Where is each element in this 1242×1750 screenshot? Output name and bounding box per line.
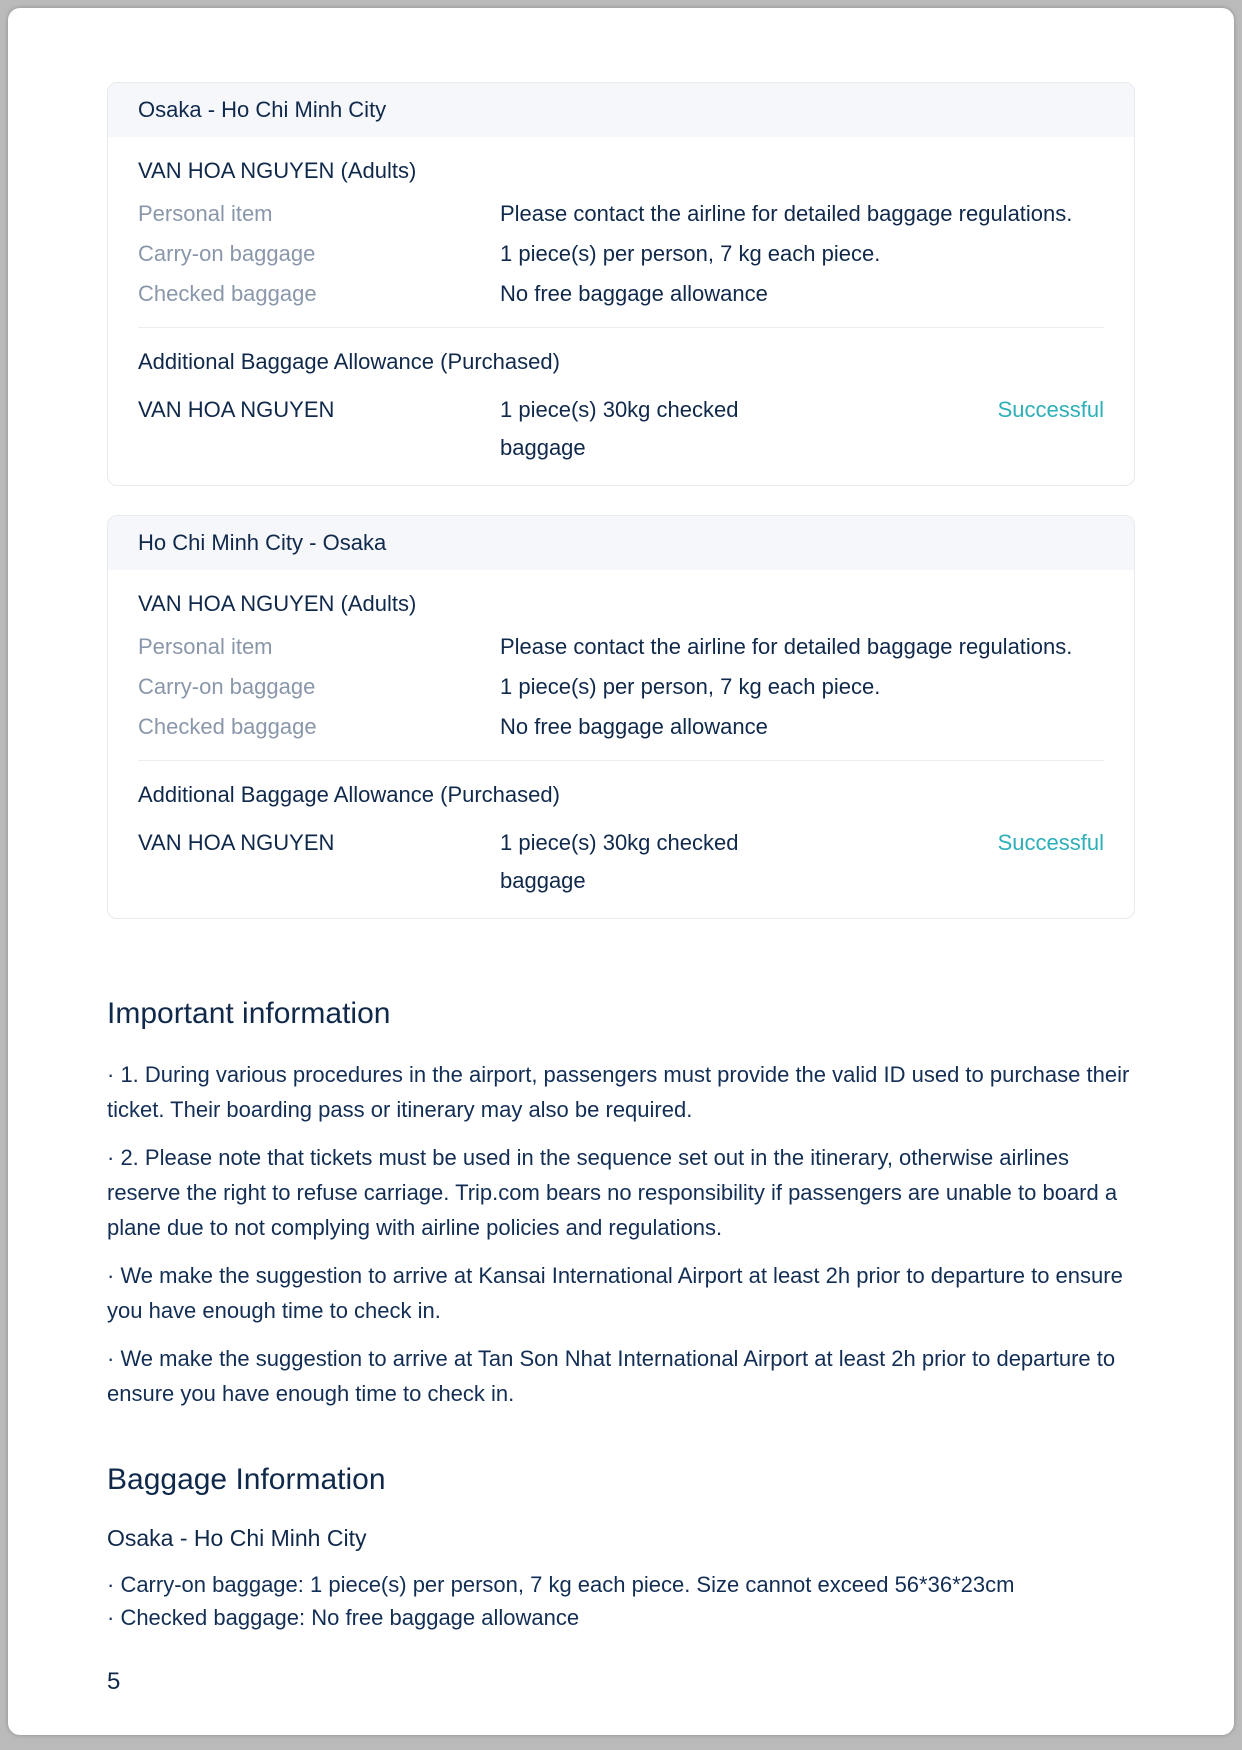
info-value: Please contact the airline for detailed baggage regulations.: [500, 201, 1073, 226]
info-row: [138, 713, 1104, 740]
card-body: [108, 570, 1134, 918]
info-row: [138, 673, 1104, 700]
card-header: [108, 83, 1134, 137]
document-page: [8, 8, 1234, 1735]
info-row: [138, 280, 1104, 307]
info-label: Carry-on baggage: [138, 674, 316, 699]
section-divider: [138, 760, 1104, 761]
status-badge: Successful: [997, 830, 1104, 855]
additional-baggage-title: Additional Baggage Allowance (Purchased): [138, 349, 560, 374]
important-info-item: · We make the suggestion to arrive at Kansai International Airport at least 2h prior to departure to ensure you have enough time to check in.: [107, 1263, 1123, 1323]
info-row: [138, 633, 1104, 660]
info-label: Checked baggage: [138, 714, 317, 739]
baggage-info-title: Baggage Information: [107, 1463, 386, 1496]
info-value: No free baggage allowance: [500, 281, 768, 306]
baggage-card-return: [107, 515, 1135, 919]
important-info-title: Important information: [107, 997, 391, 1030]
info-value: No free baggage allowance: [500, 714, 768, 739]
route-title: Ho Chi Minh City - Osaka: [138, 530, 387, 555]
info-row: [138, 200, 1104, 227]
important-info-item: · 2. Please note that tickets must be used in the sequence set out in the itinerary, otherwise airlines reserve the right to refuse carriage. Trip.com bears no responsibility if passengers are unable to board a plane due to not complying with airline policies and regulations.: [107, 1145, 1118, 1240]
info-label: Personal item: [138, 634, 273, 659]
page-number: 5: [107, 1668, 121, 1695]
passenger-name: VAN HOA NGUYEN (Adults): [138, 591, 417, 616]
important-info-item: · 1. During various procedures in the airport, passengers must provide the valid ID used to purchase their ticket. Their boarding pass or itinerary may also be required.: [107, 1062, 1130, 1122]
card-header: [108, 516, 1134, 570]
baggage-card-outbound: [107, 82, 1135, 486]
info-row: [138, 240, 1104, 267]
purchase-detail: 1 piece(s) 30kg checked baggage: [500, 830, 739, 893]
baggage-info-item: · Carry-on baggage: 1 piece(s) per person, 7 kg each piece. Size cannot exceed 56*36*23cm: [107, 1572, 1015, 1597]
route-title: Osaka - Ho Chi Minh City: [138, 97, 387, 122]
info-label: Personal item: [138, 201, 273, 226]
purchase-passenger: VAN HOA NGUYEN: [138, 830, 335, 855]
important-info-item: · We make the suggestion to arrive at Tan Son Nhat International Airport at least 2h prior to departure to ensure you have enough time to check in.: [107, 1346, 1116, 1406]
section-divider: [138, 327, 1104, 328]
info-value: 1 piece(s) per person, 7 kg each piece.: [500, 241, 881, 266]
purchase-row: [138, 824, 1104, 900]
purchase-passenger: VAN HOA NGUYEN: [138, 397, 335, 422]
card-body: [108, 137, 1134, 485]
additional-baggage-title: Additional Baggage Allowance (Purchased): [138, 782, 560, 807]
status-badge: Successful: [997, 397, 1104, 422]
info-label: Checked baggage: [138, 281, 317, 306]
page-content: [8, 8, 1234, 1696]
info-value: Please contact the airline for detailed baggage regulations.: [500, 634, 1073, 659]
purchase-detail: 1 piece(s) 30kg checked baggage: [500, 397, 739, 460]
info-value: 1 piece(s) per person, 7 kg each piece.: [500, 674, 881, 699]
passenger-name: VAN HOA NGUYEN (Adults): [138, 158, 417, 183]
info-label: Carry-on baggage: [138, 241, 316, 266]
baggage-info-item: · Checked baggage: No free baggage allowance: [107, 1605, 580, 1630]
purchase-row: [138, 391, 1104, 467]
baggage-route-subtitle: Osaka - Ho Chi Minh City: [107, 1525, 367, 1551]
